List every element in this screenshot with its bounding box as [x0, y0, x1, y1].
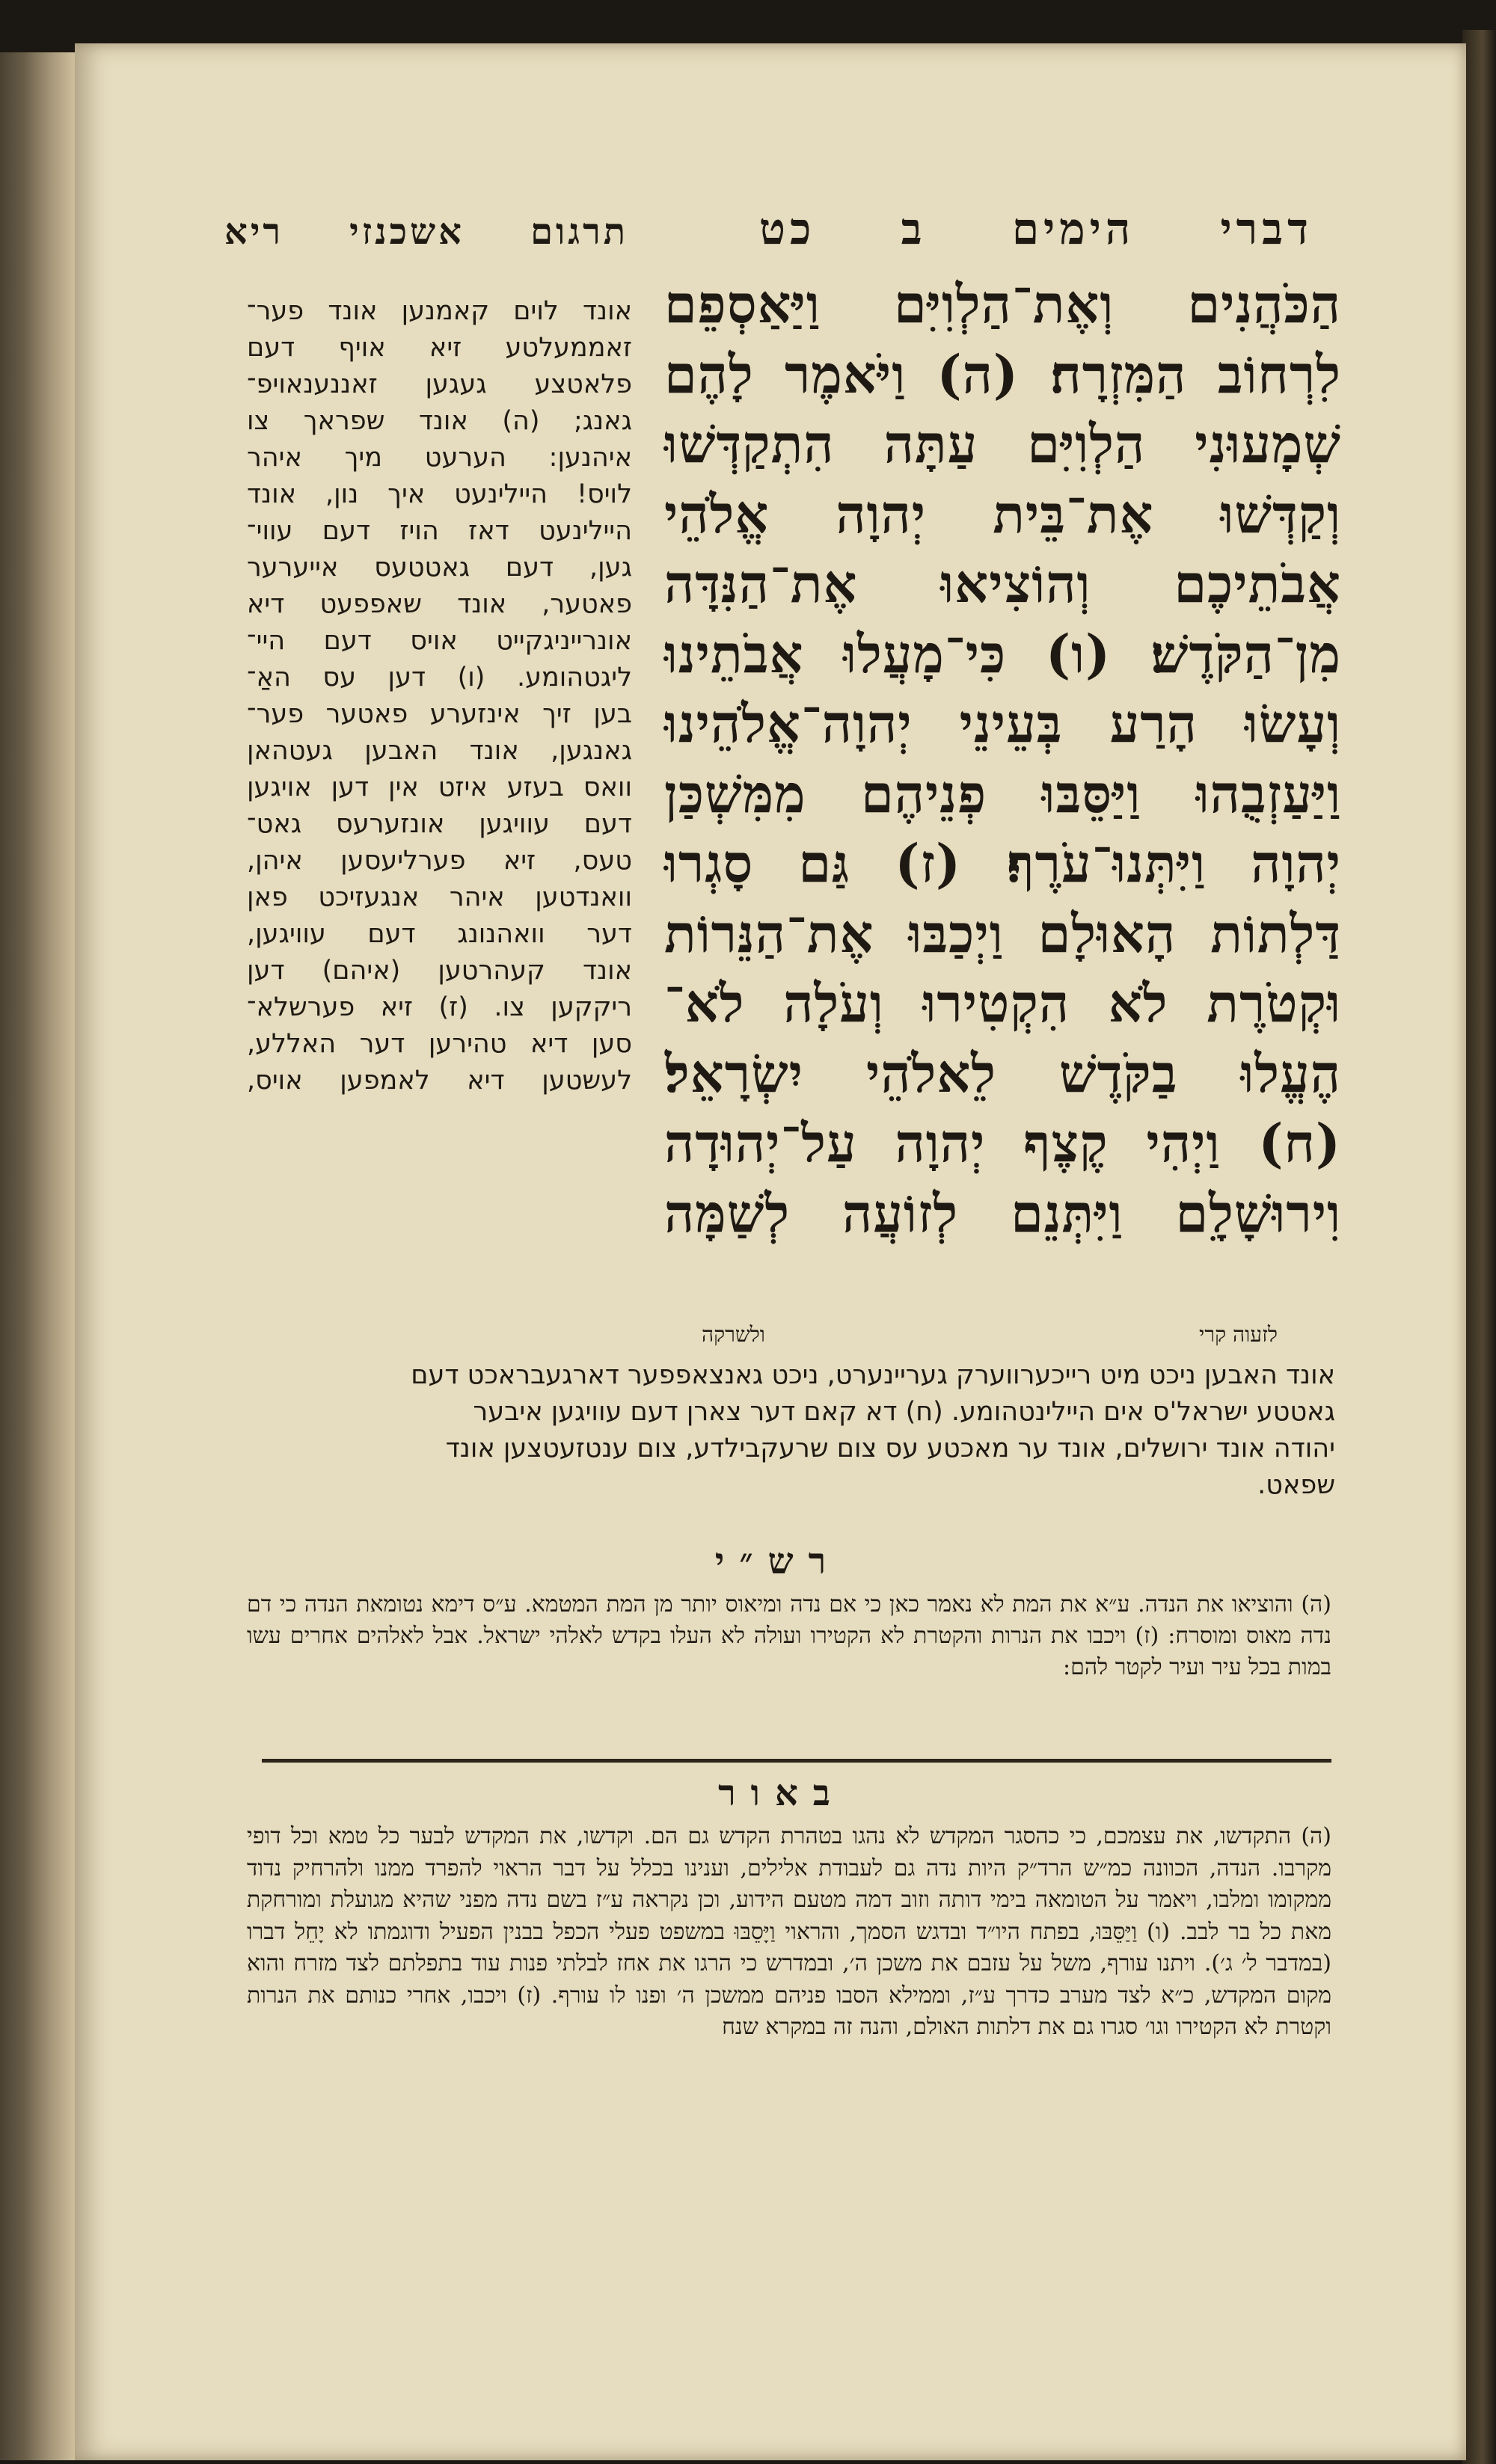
translation-line: דעם עוויגען אונזערעס גאט־: [247, 809, 632, 839]
translation-line: היילינעט דאז הויז דעם עווי־: [247, 516, 632, 546]
page-edge: [1462, 30, 1496, 2464]
running-head-hebrew: דברי הימים ב כט: [759, 203, 1313, 254]
translation-line: וואנדטען איהר אנגעזיכט פאן: [247, 882, 632, 912]
translation-line: ליגטהומע. (ו) דען עס האַ־: [247, 663, 632, 692]
translation-line: פאטער, אונד שאפפעט דיא: [247, 589, 632, 619]
book-spine: [0, 52, 81, 2460]
hebrew-line: שְׁמָעוּנִי הַלְוִיִּם עַתָּה הִתְקַדְּשׁוּ: [664, 413, 1341, 475]
hebrew-line: וַיַּעַזְבֻהוּ וַיַּסֵּבּוּ פְנֵיהֶם מִמִּשְׁכַּן: [664, 762, 1341, 825]
section-divider: [262, 1759, 1331, 1763]
hebrew-line: לִרְחוֹב הַמִּזְרָח׃ (ה) וַיֹּאמֶר לָהֶם: [664, 342, 1341, 405]
translation-line: גאטטע ישראל'ס אים היילינטהומע. (ח) דא קאם דער צארן דעם עוויגען איבער: [473, 1397, 1335, 1427]
qere-note-left: ולשרקה: [702, 1322, 765, 1347]
translation-line: יהודה אונד ירושלים, אונד ער מאכטע עס צום שרעקבילדע, צום ענטזעטצען אונד: [445, 1434, 1335, 1463]
hebrew-line: וְקַדְּשׁוּ אֶת־בֵּית יְהוָה אֱלֹהֵי: [664, 482, 1341, 545]
translation-line: שפאט.: [1257, 1470, 1335, 1500]
translation-line: וואס בעזע איזט אין דען אויגען: [247, 772, 632, 802]
translation-line: ריקקען צו. (ז) זיא פערשלא־: [247, 992, 632, 1022]
translation-column: [247, 293, 632, 1099]
translation-line: אונד קעהרטען (איהם) דען: [247, 956, 632, 986]
hebrew-text-column: [664, 269, 1341, 1248]
rashi-commentary: (ה) והוציאו את הנדה. ע״א את המת לא נאמר כאן כי אם נדה ומיאוס יותר מן המת המטמא. ע״ס דימא נטומאת הנדה כי דם נדה מאוס ומוסרח: (ז) ויכבו את הנרות והקטרת לא הקטירו ועולה לא העלו בקדש לאלהי ישראל. אבל לאלהים אחרים עשו במות בכל עיר ועיר לקטר להם:: [247, 1591, 1331, 1680]
hebrew-line: מִן־הַקֹּדֶשׁ׃ (ו) כִּי־מָעֲלוּ אֲבֹתֵינוּ: [664, 622, 1341, 685]
hebrew-line: וְעָשׂוּ הָרַע בְּעֵינֵי יְהוָה־אֱלֹהֵינוּ: [664, 692, 1341, 755]
translation-line: בען זיך אינזערע פאטער פער־: [247, 699, 632, 729]
running-head-translation: תרגום אשכנזי ריא: [224, 211, 628, 253]
hebrew-line: יְהוָה וַיִּתְּנוּ־עֹרֶף׃ (ז) גַּם סָגְרוּ: [664, 832, 1341, 894]
rashi-heading: רש״י: [714, 1540, 842, 1582]
translation-line: סען דיא טהירען דער האללע,: [247, 1029, 632, 1059]
translation-line: אונרייניגקייט אויס דעם היי־: [247, 626, 632, 656]
hebrew-line: הַכֹּהֲנִים וְאֶת־הַלְוִיִּם וַיַּאַסְפֵם: [664, 273, 1341, 335]
translation-line: איהנען: הערעט מיך איהר: [247, 443, 632, 473]
qere-note-right: לזעוה קרי: [1199, 1322, 1278, 1347]
biur-commentary: (ה) התקדשו, את עצמכם, כי כהסגר המקדש לא נהגו בטהרת הקדש גם הם. וקדשו, את המקדש לבער כל טמא וכל דופי מקרבו. הנדה, הכוונה כמ״ש הרד״ק היות נדה גם לעבודת אלילים, וענינו בכלל על דבר הראוי להפרד ממנו ולהרחיק נדוד ממקומו ומלבו, ויאמר על הטומאה בימי דותה וזוב דמה מטעם הידוע, וכן נקראה ע״ז בשם נדה מפני שהיא מגועלת ומורחקת מאת כל בר לבב. (ו) וַיַּסֵּבּוּ, בפתח היו״ד ובדגש הסמך, והראוי וַיָּסֵבּוּ במשפט פעלי הכפל בבנין הפעיל ודוגמתו לא יָחֵל דברו (במדבר ל׳ ג׳). ויתנו עורף, משל על עזבם את משכן ה׳, ובמדרש כי הרגו את אחז לבלתי פנות עוד בתפלתם לצד מזרח והוא מקום המקדש, כ״א לצד מערב כדרך ע״ז, וממילא הסבו פניהם ממשכן ה׳ ופנו לו עורף. (ז) ויכבו, אחרי כנותם את הנרות וקטרת לא הקטירו וגו׳ סגרו גם את דלתות האולם, והנה זה במקרא שנח: [247, 1823, 1331, 2040]
translation-line: לויס! היילינעט איך נון, אונד: [247, 479, 632, 509]
translation-line: אונד לוים קאמנען אונד פער־: [247, 296, 632, 326]
translation-line: אונד האבען ניכט מיט רייכערווערק געריינערט, ניכט גאנצאפפער דארגעבראכט דעם: [411, 1360, 1335, 1390]
hebrew-line: אֲבֹתֵיכֶם וְהוֹצִיאוּ אֶת־הַנִּדָּה: [664, 553, 1341, 615]
translation-line: פלאטצע געגען זאננענאויפ־: [247, 369, 632, 399]
translation-line: לעשטען דיא לאמפען אויס,: [247, 1066, 632, 1096]
hebrew-line: (ח) וַיְהִי קֶצֶף יְהוָה עַל־יְהוּדָה: [664, 1112, 1341, 1174]
translation-line: גאנג; (ה) אונד שפראך צו: [247, 406, 632, 436]
qere-footnote: [702, 1322, 1278, 1352]
biur-heading: באור: [718, 1772, 845, 1814]
translation-line: גען, דעם גאטטעס אייערער: [247, 553, 632, 583]
translation-line: זאממעלטע זיא אויף דעם: [247, 333, 632, 363]
hebrew-line: וִירוּשָׁלִָם וַיִּתְּנֵם לְזוֹעֲה לְשַׁמָּה: [664, 1182, 1341, 1244]
translation-line: טעס, זיא פערליעסען איהן,: [247, 846, 632, 876]
translation-continuation: [247, 1357, 1335, 1504]
hebrew-line: הֶעֱלוּ בַקֹּדֶשׁ לֵאלֹהֵי יִשְׂרָאֵל׃: [664, 1042, 1341, 1105]
translation-line: גאנגען, אונד האבען געטהאן: [247, 736, 632, 766]
hebrew-line: דַּלְתוֹת הָאוּלָם וַיְכַבּוּ אֶת־הַנֵּרוֹת: [664, 902, 1341, 965]
hebrew-line: וּקְטֹרֶת לֹא הִקְטִירוּ וְעֹלָה לֹא־: [664, 972, 1341, 1034]
translation-line: דער וואהנונג דעם עוויגען,: [247, 919, 632, 949]
